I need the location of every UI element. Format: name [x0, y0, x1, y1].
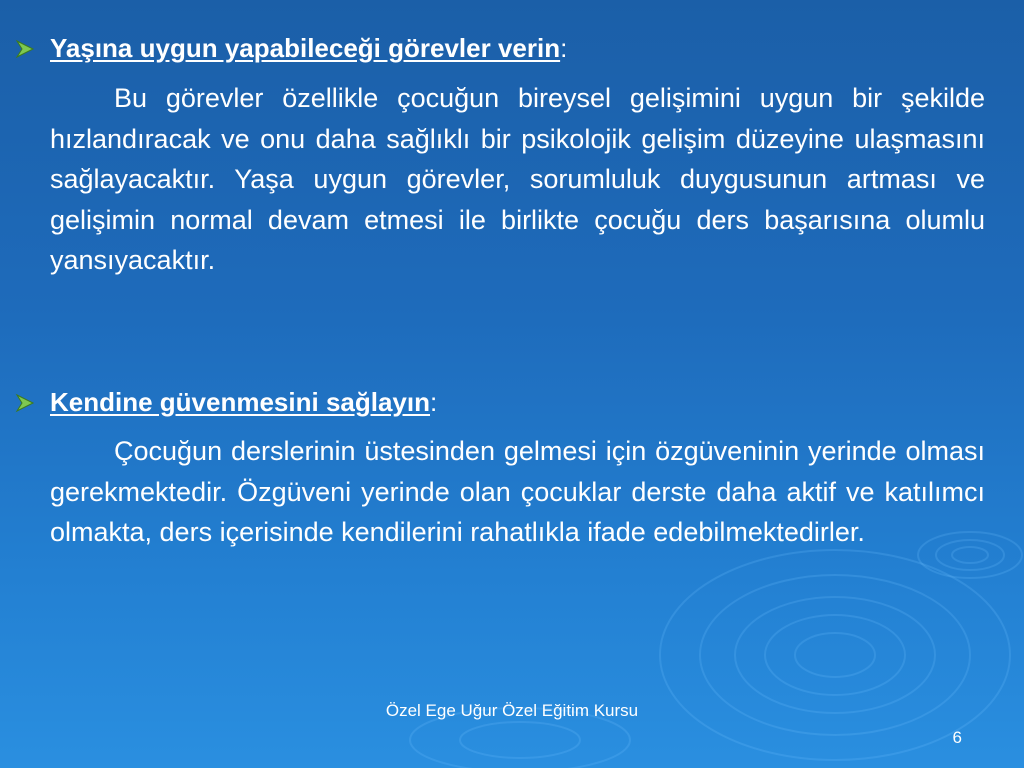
- heading-text: Kendine güvenmesini sağlayın: [50, 387, 430, 417]
- bullet-item-1: [14, 30, 567, 66]
- section-paragraph: Bu görevler özellikle çocuğun bireysel gelişimini uygun bir şekilde hızlandıracak ve onu daha sağlıklı bir psikolojik gelişim düzeyine ulaşmasını sağlayacaktır. Yaşa uygun görevler, sorumluluk duygusunun artması ve gelişimin normal devam etmesi ile birlikte çocuğu ders başarısına olumlu yansıyacaktır.: [50, 83, 985, 275]
- page-number: 6: [952, 728, 962, 747]
- footer-text: Özel Ege Uğur Özel Eğitim Kursu: [385, 701, 639, 720]
- section-paragraph: Çocuğun derslerinin üstesinden gelmesi için özgüveninin yerinde olması gerekmektedir. Özgüveni yerinde olan çocuklar derste daha aktif ve katılımcı olmakta, ders içerisinde kendilerini rahatlıkla ifade edebilmektedirler.: [50, 436, 985, 547]
- heading-colon: :: [560, 33, 568, 63]
- heading-text: Yaşına uygun yapabileceği görevler verin: [50, 33, 561, 63]
- arrow-bullet-icon: [14, 392, 36, 414]
- heading-colon: :: [430, 387, 438, 417]
- arrow-bullet-icon: [14, 38, 36, 60]
- bullet-item-2: [14, 384, 437, 420]
- section-heading: [50, 384, 437, 420]
- section-heading: [50, 30, 567, 66]
